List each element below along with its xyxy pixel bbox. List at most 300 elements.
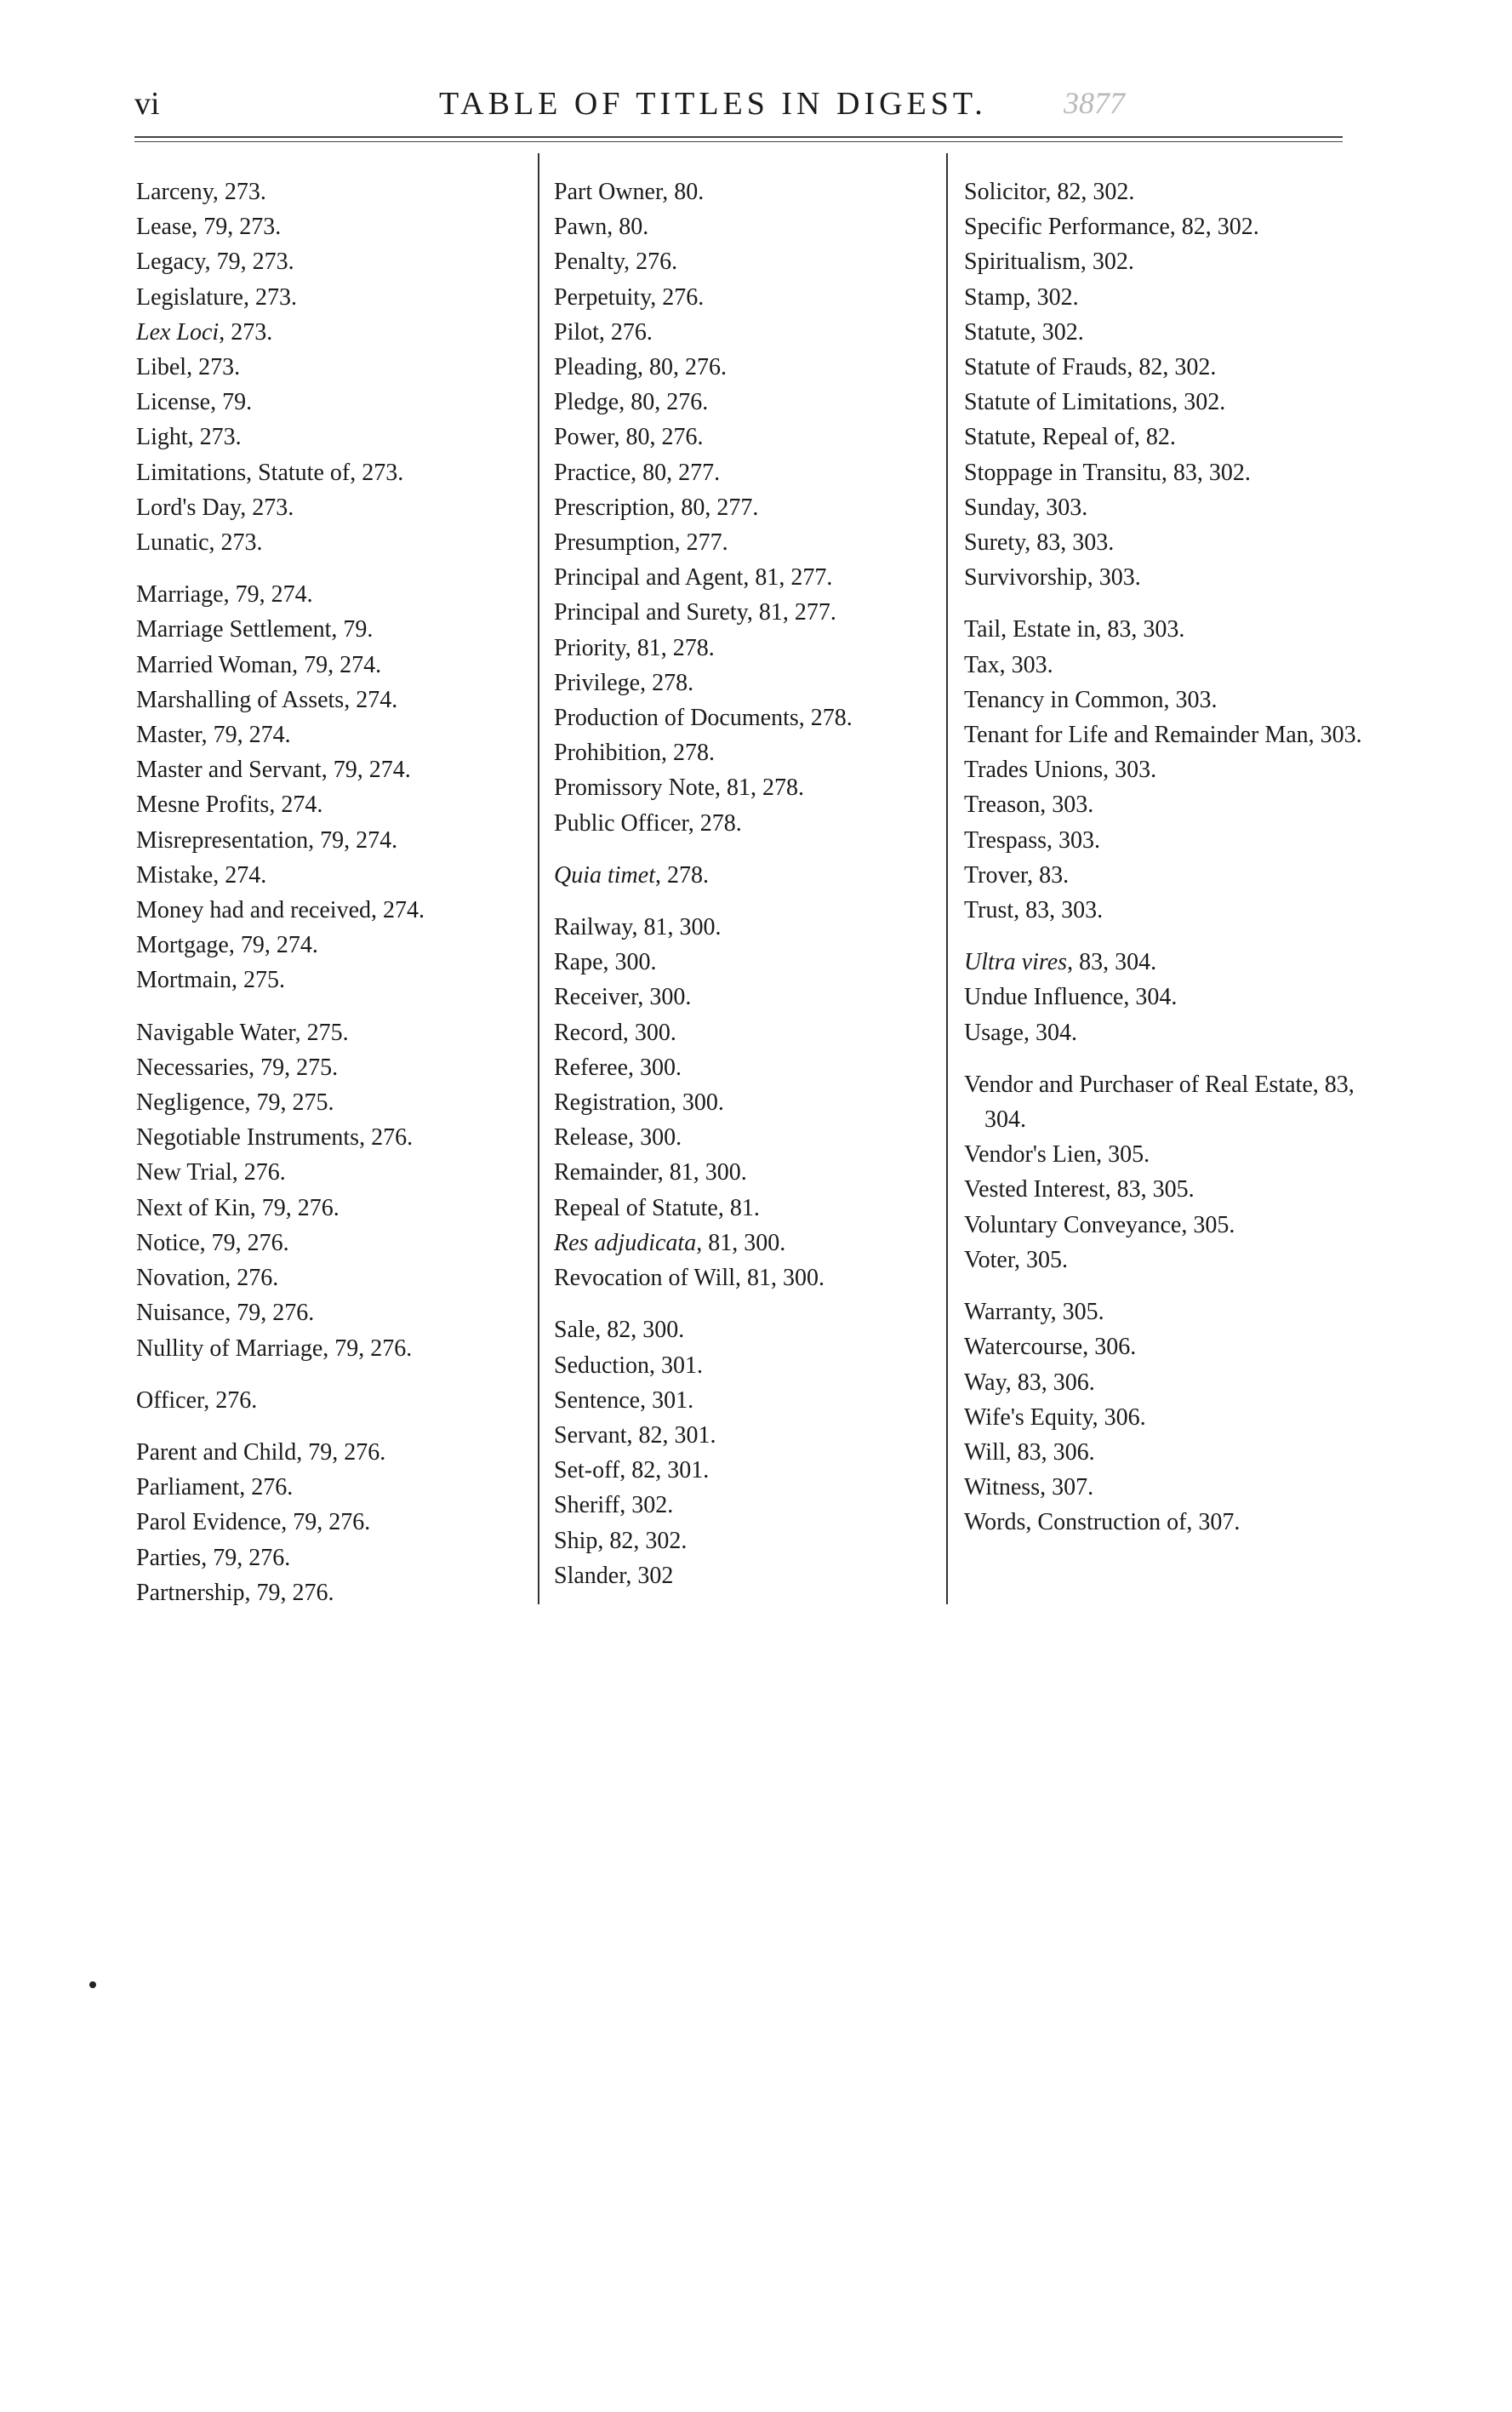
index-entry: Parties, 79, 276. <box>136 1544 291 1571</box>
entry-term: Referee <box>554 1054 629 1081</box>
entry-page-refs: 83, 304. <box>984 1071 1355 1134</box>
header-rule <box>134 136 1343 138</box>
entry-page-refs: 278. <box>652 669 694 696</box>
entry-term: Quia timet <box>554 861 655 889</box>
index-entry: Rape, 300. <box>554 949 657 976</box>
entry-page-refs: 274. <box>383 897 425 924</box>
entry-page-refs: 82. <box>1145 424 1176 451</box>
entry-page-refs: 83, 303. <box>1025 897 1104 924</box>
index-entry: Trust, 83, 303. <box>964 897 1104 924</box>
index-entry: Tenant for Life and Remainder Man, 303. <box>964 722 1362 749</box>
entry-term: Negligence <box>136 1089 245 1117</box>
entry-term: Record <box>554 1019 623 1046</box>
index-entry: Parol Evidence, 79, 276. <box>136 1509 371 1536</box>
entry-page-refs: 79, 276. <box>256 1579 334 1606</box>
index-entry: Mortmain, 275. <box>136 967 285 994</box>
entry-page-refs: 303. <box>1046 494 1088 521</box>
entry-term: Mortgage <box>136 932 229 959</box>
entry-page-refs: 274. <box>281 792 323 819</box>
letter-group <box>136 174 545 560</box>
entry-term: Voter <box>964 1246 1015 1273</box>
index-entry: Words, Construction of, 307. <box>964 1509 1241 1536</box>
entry-page-refs: 82, 302. <box>1181 214 1259 241</box>
index-entry: Promissory Note, 81, 278. <box>554 774 804 802</box>
entry-page-refs: 278. <box>673 740 716 767</box>
index-entry: Lord's Day, 273. <box>136 494 294 521</box>
entry-term: Statute <box>964 318 1030 346</box>
entry-term: Lex Loci <box>136 318 220 346</box>
index-entry: Production of Documents, 278. <box>554 705 853 732</box>
entry-page-refs: 303. <box>1115 757 1157 784</box>
entry-page-refs: 79, 273. <box>203 214 282 241</box>
entry-term: Pilot <box>554 318 599 346</box>
running-title: TABLE OF TITLES IN DIGEST. <box>439 86 987 122</box>
letter-group <box>554 1312 962 1593</box>
entry-term: Sheriff <box>554 1492 620 1519</box>
entry-term: Tenancy in Common <box>964 686 1164 713</box>
index-entry: Master, 79, 274. <box>136 722 291 749</box>
entry-term: Practice <box>554 459 631 486</box>
index-entry: Libel, 273. <box>136 354 241 381</box>
index-entry: Solicitor, 82, 302. <box>964 179 1135 205</box>
entry-term: Necessaries <box>136 1054 249 1081</box>
index-entry: Penalty, 276. <box>554 249 678 276</box>
index-entry: Treason, 303. <box>964 792 1094 819</box>
index-entry: Lease, 79, 273. <box>136 214 282 241</box>
entry-term: Watercourse <box>964 1334 1083 1361</box>
entry-term: Usage <box>964 1019 1024 1046</box>
index-entry: Record, 300. <box>554 1019 676 1046</box>
index-entry: Part Owner, 80. <box>554 179 705 205</box>
index-entry: Marriage Settlement, 79. <box>136 616 374 643</box>
entry-page-refs: 273. <box>224 179 266 205</box>
entry-page-refs: 275. <box>243 967 285 994</box>
entry-term: Promissory Note <box>554 774 715 802</box>
index-entry: Navigable Water, 275. <box>136 1019 349 1046</box>
index-entry: Spiritualism, 302. <box>964 249 1134 276</box>
entry-page-refs: 306. <box>1104 1403 1146 1431</box>
index-entry: Trover, 83. <box>964 861 1070 889</box>
entry-page-refs: 274. <box>225 861 267 889</box>
entry-page-refs: 273. <box>199 424 242 451</box>
entry-page-refs: 300. <box>634 1019 676 1046</box>
entry-page-refs: 79, 276. <box>211 1229 289 1256</box>
index-entry: Statute of Limitations, 302. <box>964 389 1226 416</box>
entry-term: Officer <box>136 1386 204 1414</box>
entry-page-refs: 273. <box>252 494 294 521</box>
index-entry: Specific Performance, 82, 302. <box>964 214 1259 241</box>
entry-page-refs: 83, 302. <box>1173 459 1251 486</box>
index-entry: Undue Influence, 304. <box>964 984 1178 1011</box>
entry-page-refs: 273. <box>220 529 263 557</box>
entry-page-refs: 302 <box>637 1562 674 1589</box>
entry-page-refs: 80, 276. <box>630 389 709 416</box>
index-entry: Voluntary Conveyance, 305. <box>964 1211 1235 1238</box>
entry-term: Registration <box>554 1089 670 1117</box>
index-entry: Revocation of Will, 81, 300. <box>554 1265 824 1292</box>
index-entry: Sunday, 303. <box>964 494 1088 521</box>
entry-term: Married Woman <box>136 651 293 678</box>
index-entry: Remainder, 81, 300. <box>554 1159 747 1186</box>
entry-page-refs: 301. <box>652 1386 694 1414</box>
index-entry: Public Officer, 278. <box>554 809 742 837</box>
entry-term: Penalty <box>554 249 625 276</box>
letter-group <box>964 1067 1364 1277</box>
entry-term: Solicitor <box>964 179 1046 205</box>
entry-term: Libel <box>136 354 187 381</box>
entry-page-refs: 83, 304. <box>1079 949 1157 976</box>
entry-term: Next of Kin <box>136 1194 250 1221</box>
entry-term: Public Officer <box>554 809 688 837</box>
index-entry: Principal and Surety, 81, 277. <box>554 599 836 626</box>
entry-term: Seduction <box>554 1352 649 1379</box>
entry-term: Light <box>136 424 188 451</box>
entry-page-refs: 273. <box>362 459 404 486</box>
index-entry: Surety, 83, 303. <box>964 529 1115 557</box>
index-entry: Larceny, 273. <box>136 179 266 205</box>
index-entry: Quia timet, 278. <box>554 861 709 889</box>
entry-term: Sentence <box>554 1386 641 1414</box>
entry-term: Repeal of Statute <box>554 1194 718 1221</box>
entry-page-refs: 276. <box>636 249 678 276</box>
entry-page-refs: 301. <box>661 1352 703 1379</box>
entry-term: Vendor's Lien <box>964 1141 1097 1169</box>
entry-page-refs: 276. <box>251 1474 294 1501</box>
entry-term: Revocation of Will <box>554 1265 735 1292</box>
index-entry: Slander, 302 <box>554 1562 674 1589</box>
index-entry: Trades Unions, 303. <box>964 757 1157 784</box>
entry-page-refs: 83, 306. <box>1017 1369 1095 1396</box>
entry-term: Sale <box>554 1317 596 1344</box>
entry-term: Partnership <box>136 1579 245 1606</box>
entry-term: Master and Servant <box>136 757 322 784</box>
entry-term: Rape <box>554 949 603 976</box>
index-entry: Marshalling of Assets, 274. <box>136 686 398 713</box>
entry-term: Lunatic <box>136 529 209 557</box>
entry-page-refs: 80, 276. <box>649 354 727 381</box>
entry-term: Lease <box>136 214 192 241</box>
entry-page-refs: 79, 274. <box>304 651 382 678</box>
entry-term: Part Owner <box>554 179 663 205</box>
entry-term: Trust <box>964 897 1014 924</box>
entry-term: Railway <box>554 914 632 941</box>
page-header <box>0 0 1512 149</box>
index-entry: Perpetuity, 276. <box>554 283 705 311</box>
entry-term: Mortmain <box>136 967 231 994</box>
header-rule-thin <box>134 141 1343 142</box>
entry-page-refs: 304. <box>1035 1019 1077 1046</box>
index-entry: Survivorship, 303. <box>964 564 1141 592</box>
entry-term: Legislature <box>136 283 243 311</box>
index-entry: Legislature, 273. <box>136 283 297 311</box>
entry-term: Parliament <box>136 1474 240 1501</box>
index-entry: Lunatic, 273. <box>136 529 263 557</box>
entry-term: Ultra vires <box>964 949 1068 976</box>
index-entry: New Trial, 276. <box>136 1159 286 1186</box>
entry-term: Vendor and Purchaser of Real Estate <box>964 1071 1313 1098</box>
index-entry: Ultra vires, 83, 304. <box>964 949 1157 976</box>
entry-page-refs: 276. <box>243 1159 286 1186</box>
entry-page-refs: 276. <box>662 283 705 311</box>
index-entry: Repeal of Statute, 81. <box>554 1194 760 1221</box>
entry-term: Words, Construction of <box>964 1509 1187 1536</box>
index-entry: Officer, 276. <box>136 1386 258 1414</box>
entry-page-refs: 79, 276. <box>293 1509 371 1536</box>
index-entry: Master and Servant, 79, 274. <box>136 757 411 784</box>
index-entry: Next of Kin, 79, 276. <box>136 1194 339 1221</box>
entry-term: Principal and Surety <box>554 599 747 626</box>
entry-page-refs: 273. <box>231 318 273 346</box>
entry-page-refs: 306. <box>1094 1334 1137 1361</box>
entry-page-refs: 79, 276. <box>237 1300 315 1327</box>
entry-page-refs: 273. <box>254 283 297 311</box>
index-entry: Parent and Child, 79, 276. <box>136 1438 386 1466</box>
pencil-scribble: 3877 <box>1064 86 1125 120</box>
entry-term: Treason <box>964 792 1041 819</box>
index-entry: Misrepresentation, 79, 274. <box>136 826 398 854</box>
entry-term: Mistake <box>136 861 214 889</box>
entry-page-refs: 81, 300. <box>643 914 722 941</box>
index-entry: Practice, 80, 277. <box>554 459 721 486</box>
entry-term: Marshalling of Assets <box>136 686 345 713</box>
entry-term: Privilege <box>554 669 641 696</box>
entry-page-refs: 79, 276. <box>308 1438 386 1466</box>
entry-term: Lord's Day <box>136 494 241 521</box>
index-entry: Voter, 305. <box>964 1246 1069 1273</box>
entry-page-refs: 305. <box>1108 1141 1150 1169</box>
index-entry: Tenancy in Common, 303. <box>964 686 1218 713</box>
index-entry: Way, 83, 306. <box>964 1369 1095 1396</box>
entry-page-refs: 300. <box>649 984 692 1011</box>
index-entry: Prescription, 80, 277. <box>554 494 759 521</box>
entry-term: Remainder <box>554 1159 658 1186</box>
entry-page-refs: 303. <box>1320 722 1362 749</box>
index-entry: Married Woman, 79, 274. <box>136 651 382 678</box>
entry-term: Spiritualism <box>964 249 1081 276</box>
entry-page-refs: 80, 277. <box>681 494 759 521</box>
index-entry: Stoppage in Transitu, 83, 302. <box>964 459 1251 486</box>
index-entry: Stamp, 302. <box>964 283 1079 311</box>
entry-page-refs: 273. <box>198 354 241 381</box>
letter-group <box>964 1295 1364 1540</box>
entry-page-refs: 302. <box>1092 249 1134 276</box>
entry-page-refs: 82, 300. <box>607 1317 685 1344</box>
entry-term: Pledge <box>554 389 619 416</box>
entry-page-refs: 81, 278. <box>727 774 804 802</box>
entry-page-refs: 79, 274. <box>320 826 398 854</box>
entry-term: Way <box>964 1369 1006 1396</box>
index-entry: Receiver, 300. <box>554 984 692 1011</box>
index-entry: Referee, 300. <box>554 1054 682 1081</box>
entry-page-refs: 305. <box>1193 1211 1235 1238</box>
entry-term: Voluntary Conveyance <box>964 1211 1182 1238</box>
entry-term: Parent and Child <box>136 1438 297 1466</box>
entry-term: Tax <box>964 651 1000 678</box>
entry-page-refs: 300. <box>682 1089 724 1117</box>
entry-term: Marriage <box>136 581 224 609</box>
index-entry: Wife's Equity, 306. <box>964 1403 1146 1431</box>
entry-term: Survivorship <box>964 564 1087 592</box>
entry-page-refs: 81, 300. <box>669 1159 747 1186</box>
entry-page-refs: 79, 276. <box>334 1335 413 1362</box>
letter-group <box>554 910 962 1295</box>
entry-page-refs: 275. <box>306 1019 349 1046</box>
index-entry: Seduction, 301. <box>554 1352 703 1379</box>
entry-term: Tenant for Life and Remainder Man <box>964 722 1309 749</box>
entry-page-refs: 79, 273. <box>216 249 294 276</box>
letter-group <box>964 174 1364 595</box>
index-entry: Necessaries, 79, 275. <box>136 1054 339 1081</box>
letter-group <box>136 1383 545 1418</box>
index-column-1 <box>136 174 545 1627</box>
entry-term: Navigable Water <box>136 1019 295 1046</box>
entry-term: Larceny <box>136 179 213 205</box>
entry-page-refs: 303. <box>1098 564 1141 592</box>
entry-page-refs: 83, 305. <box>1116 1176 1195 1203</box>
entry-term: Perpetuity <box>554 283 651 311</box>
index-column-3 <box>964 174 1364 1558</box>
index-entry: Power, 80, 276. <box>554 424 704 451</box>
entry-page-refs: 307. <box>1052 1474 1094 1501</box>
entry-page-refs: 80, 276. <box>625 424 704 451</box>
index-entry: Parliament, 276. <box>136 1474 294 1501</box>
entry-term: Will <box>964 1438 1006 1466</box>
entry-term: Money had and received <box>136 897 371 924</box>
index-entry: Mortgage, 79, 274. <box>136 932 318 959</box>
index-entry: Light, 273. <box>136 424 242 451</box>
entry-term: Servant <box>554 1421 627 1449</box>
letter-group <box>554 174 962 841</box>
entry-term: Undue Influence <box>964 984 1124 1011</box>
entry-page-refs: 278. <box>810 705 853 732</box>
entry-term: Marriage Settlement <box>136 616 332 643</box>
entry-term: Sunday <box>964 494 1035 521</box>
entry-term: Parol Evidence <box>136 1509 282 1536</box>
index-entry: Mesne Profits, 274. <box>136 792 323 819</box>
entry-term: Negotiable Instruments <box>136 1124 360 1152</box>
entry-term: Parties <box>136 1544 202 1571</box>
index-entry: Set-off, 82, 301. <box>554 1457 710 1484</box>
entry-page-refs: 80, 277. <box>642 459 721 486</box>
entry-term: Mesne Profits <box>136 792 270 819</box>
entry-page-refs: 276. <box>610 318 653 346</box>
entry-page-refs: 82, 302. <box>1138 354 1217 381</box>
entry-page-refs: 300. <box>640 1124 682 1152</box>
entry-page-refs: 278. <box>699 809 742 837</box>
entry-page-refs: 81, 300. <box>708 1229 786 1256</box>
index-entry: Vendor's Lien, 305. <box>964 1141 1150 1169</box>
entry-page-refs: 303. <box>1052 792 1094 819</box>
letter-group <box>964 612 1364 928</box>
entry-page-refs: 81, 300. <box>746 1265 824 1292</box>
index-entry: Statute of Frauds, 82, 302. <box>964 354 1217 381</box>
entry-page-refs: 83, 303. <box>1107 616 1185 643</box>
entry-page-refs: 83, 306. <box>1017 1438 1095 1466</box>
entry-term: Vested Interest <box>964 1176 1105 1203</box>
entry-term: Trespass <box>964 826 1047 854</box>
index-entry: Presumption, 277. <box>554 529 728 557</box>
index-entry: Res adjudicata, 81, 300. <box>554 1229 786 1256</box>
entry-term: New Trial <box>136 1159 232 1186</box>
entry-term: Statute, Repeal of <box>964 424 1134 451</box>
letter-group <box>136 577 545 997</box>
entry-page-refs: 302. <box>1184 389 1226 416</box>
index-entry: Vested Interest, 83, 305. <box>964 1176 1195 1203</box>
index-entry: Notice, 79, 276. <box>136 1229 289 1256</box>
entry-page-refs: 300. <box>614 949 657 976</box>
index-entry: Nuisance, 79, 276. <box>136 1300 315 1327</box>
letter-group <box>136 1435 545 1610</box>
entry-page-refs: 79, 274. <box>235 581 313 609</box>
entry-term: Nullity of Marriage <box>136 1335 323 1362</box>
entry-term: Limitations, Statute of <box>136 459 351 486</box>
entry-term: Stamp <box>964 283 1025 311</box>
entry-term: Master <box>136 722 202 749</box>
entry-term: Set-off <box>554 1457 620 1484</box>
letter-group <box>136 1015 545 1366</box>
index-entry: Limitations, Statute of, 273. <box>136 459 404 486</box>
entry-term: Specific Performance <box>964 214 1170 241</box>
index-entry: Pleading, 80, 276. <box>554 354 727 381</box>
entry-page-refs: 82, 301. <box>631 1457 710 1484</box>
entry-page-refs: 307. <box>1198 1509 1241 1536</box>
index-entry: Principal and Agent, 81, 277. <box>554 564 833 592</box>
index-entry: Trespass, 303. <box>964 826 1100 854</box>
entry-term: Presumption <box>554 529 675 557</box>
ink-spot <box>89 1981 96 1988</box>
entry-page-refs: 82, 302. <box>609 1527 688 1554</box>
letter-group <box>554 858 962 893</box>
entry-term: Slander <box>554 1562 626 1589</box>
entry-page-refs: 79, 276. <box>261 1194 339 1221</box>
index-entry: Pledge, 80, 276. <box>554 389 709 416</box>
entry-page-refs: 79, 275. <box>260 1054 339 1081</box>
entry-term: Res adjudicata <box>554 1229 697 1256</box>
entry-term: Pleading <box>554 354 637 381</box>
entry-page-refs: 81, 277. <box>755 564 833 592</box>
index-entry: Negotiable Instruments, 276. <box>136 1124 414 1152</box>
entry-page-refs: 79, 275. <box>256 1089 334 1117</box>
entry-term: Witness <box>964 1474 1041 1501</box>
entry-page-refs: 81. <box>729 1194 760 1221</box>
index-entry: Priority, 81, 278. <box>554 634 715 661</box>
entry-term: Ship <box>554 1527 598 1554</box>
entry-page-refs: 276. <box>371 1124 414 1152</box>
index-entry: Warranty, 305. <box>964 1299 1104 1326</box>
index-entry: Release, 300. <box>554 1124 682 1152</box>
index-entry: Legacy, 79, 273. <box>136 249 294 276</box>
entry-term: Tail, Estate in <box>964 616 1096 643</box>
entry-term: Stoppage in Transitu <box>964 459 1161 486</box>
entry-page-refs: 276. <box>237 1265 279 1292</box>
index-entry: Railway, 81, 300. <box>554 914 722 941</box>
entry-page-refs: 278. <box>667 861 709 889</box>
entry-term: Release <box>554 1124 629 1152</box>
index-entry: Sheriff, 302. <box>554 1492 674 1519</box>
entry-term: Pawn <box>554 214 608 241</box>
entry-term: Trades Unions <box>964 757 1104 784</box>
entry-page-refs: 303. <box>1058 826 1100 854</box>
entry-term: Legacy <box>136 249 205 276</box>
entry-term: Nuisance <box>136 1300 225 1327</box>
entry-term: Principal and Agent <box>554 564 744 592</box>
index-entry: Ship, 82, 302. <box>554 1527 688 1554</box>
index-entry: Money had and received, 274. <box>136 897 425 924</box>
index-entry: Privilege, 278. <box>554 669 694 696</box>
index-entry: Tail, Estate in, 83, 303. <box>964 616 1185 643</box>
entry-term: Production of Documents <box>554 705 799 732</box>
index-entry: Vendor and Purchaser of Real Estate, 83, 304. <box>964 1071 1355 1134</box>
